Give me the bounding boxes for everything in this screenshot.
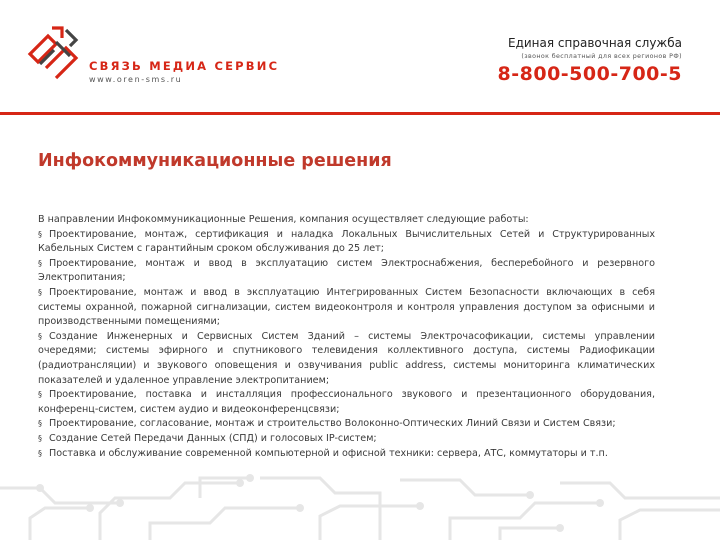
list-item <box>38 417 655 432</box>
list-item <box>38 330 655 388</box>
list-item-text: Создание Инженерных и Сервисных Систем Зданий – системы Электрочасофикации, системы управлении очередями; системы эфирного и спутникового телевидения коллективного доступа, системы Радиофикации (радиотрансляции) и звукового оповещения и озвучивания public address, системы мониторинга климатических показателей и удаленное управление электропитанием; <box>38 330 655 386</box>
company-website[interactable]: www.oren-sms.ru <box>89 75 183 84</box>
page-title: Инфокоммуникационные решения <box>38 151 392 171</box>
list-item-text: Проектирование, монтаж и ввод в эксплуатацию Интегрированных Систем Безопасности включающих в себя системы охранной, пожарной сигнализации, систем видеоконтроля и контроля управления доступом за офисными и производственными помещениями; <box>38 286 655 328</box>
list-item <box>38 388 655 417</box>
bullet-marker: § <box>38 433 42 443</box>
list-item <box>38 432 655 447</box>
services-description <box>38 213 655 461</box>
helpdesk-title: Единая справочная служба <box>508 36 682 50</box>
intro-text: В направлении Инфокоммуникационные Решения, компания осуществляет следующие работы: <box>38 214 529 225</box>
header-divider <box>0 112 720 115</box>
helpdesk-subtitle: (звонок бесплатный для всех регионов РФ) <box>521 53 682 60</box>
list-item-text: Поставка и обслуживание современной компьютерной и офисной техники: сервера, АТС, коммутаторы и т.п. <box>49 447 608 459</box>
bullet-marker: § <box>38 419 42 429</box>
list-item-text: Проектирование, поставка и инсталляция профессионального звукового и презентационного оборудования, конференц-систем, систем аудио и видеоконференцсвязи; <box>38 389 655 415</box>
list-item-text: Создание Сетей Передачи Данных (СПД) и голосовых IP-систем; <box>49 432 377 444</box>
list-item-text: Проектирование, согласование, монтаж и строительство Волоконно-Оптических Линий Связи и Систем Связи; <box>49 418 616 430</box>
bullet-marker: § <box>38 448 42 458</box>
circuit-background-pattern <box>0 468 720 540</box>
bullet-marker: § <box>38 287 42 297</box>
list-item <box>38 228 655 257</box>
list-item <box>38 286 655 330</box>
bullet-marker: § <box>38 331 42 341</box>
company-name: СВЯЗЬ МЕДИА СЕРВИС <box>89 59 280 73</box>
helpdesk-phone[interactable]: 8-800-500-700-5 <box>497 63 682 85</box>
header <box>0 0 720 110</box>
list-item <box>38 447 655 462</box>
list-item <box>38 257 655 286</box>
bullet-marker: § <box>38 229 42 239</box>
bullet-marker: § <box>38 258 42 268</box>
list-item-text: Проектирование, монтаж и ввод в эксплуатацию систем Электроснабжения, бесперебойного и резервного Электропитания; <box>38 257 655 284</box>
bullet-marker: § <box>38 390 42 400</box>
list-item-text: Проектирование, монтаж, сертификация и наладка Локальных Вычислительных Сетей и Структурированных Кабельных Систем с гарантийным сроком обслуживания до 25 лет; <box>38 228 655 255</box>
company-logo-icon <box>26 20 90 84</box>
